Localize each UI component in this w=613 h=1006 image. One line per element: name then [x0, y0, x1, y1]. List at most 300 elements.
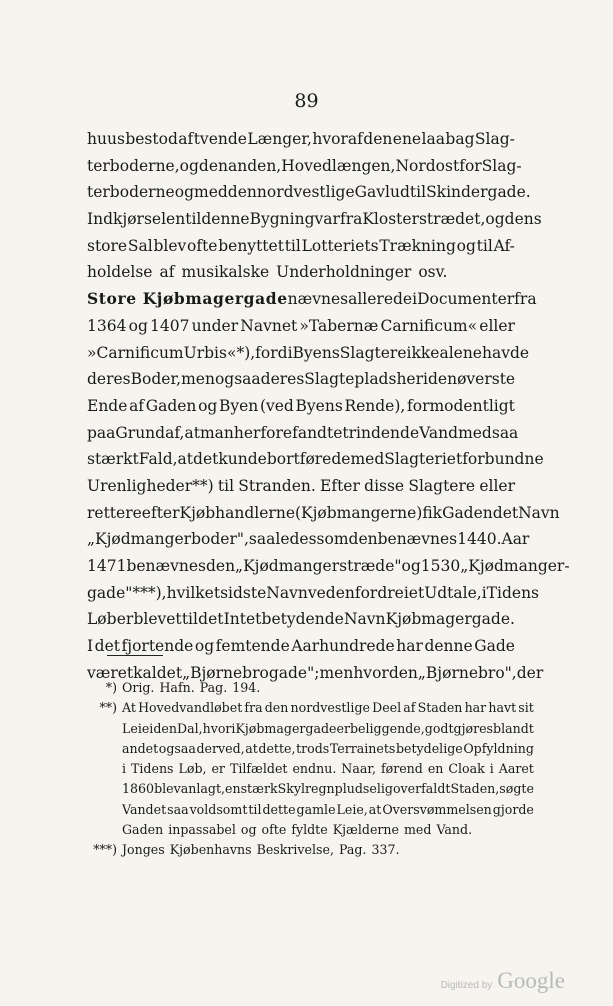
word: Slag- [474, 130, 515, 148]
word: Kjælderne [332, 822, 399, 838]
word: nordvestlige [290, 700, 370, 716]
footnote-divider [107, 655, 163, 656]
word: det [94, 637, 120, 656]
word: allerede [348, 290, 413, 309]
footnote-marker: *) [105, 680, 117, 695]
word: Af- [493, 236, 515, 255]
word: Vandet [122, 801, 167, 817]
footnote [77, 678, 517, 698]
word: har [464, 700, 487, 716]
word: førend [380, 761, 423, 777]
word: Hovedlængen, [281, 156, 396, 175]
word: Skindergade. [426, 183, 531, 202]
word: Kjøbmagergade [235, 720, 337, 736]
word: Staden, [450, 781, 500, 797]
word: dens [504, 210, 542, 229]
word: alene [439, 343, 482, 362]
word: *), [236, 343, 256, 362]
word: i [489, 761, 494, 777]
word: og [485, 210, 505, 229]
word: fra [514, 290, 537, 309]
word: Pag. [338, 842, 367, 858]
word: som [316, 530, 349, 549]
word: 1407 [150, 316, 190, 335]
word: ogsaa [214, 370, 261, 389]
word: blevet [133, 610, 182, 629]
word: den [348, 530, 378, 549]
word: (Kjøbmangerne) [295, 503, 423, 522]
word: At [122, 700, 136, 716]
word: Orig. [122, 680, 155, 695]
word: dette, [258, 740, 296, 756]
word: Grund [115, 423, 166, 442]
word: 1471 [87, 557, 127, 575]
word: Stranden. [238, 476, 316, 495]
footnote-line [122, 698, 534, 718]
word: har [396, 637, 423, 656]
word: „Kjødmangerboder", [87, 530, 249, 549]
word: Slagtere [408, 476, 476, 495]
word: Løb, [178, 761, 207, 777]
word: Cloak [448, 761, 485, 777]
word: Hovedvandløbet [138, 700, 243, 716]
word: benyttet [218, 236, 284, 255]
word: »Carnificum [87, 343, 184, 362]
word: paa [87, 423, 116, 442]
word: Bygning [249, 210, 315, 229]
word: fordreiet [354, 583, 425, 602]
word: og [179, 156, 199, 175]
word: og [456, 236, 476, 255]
word: hvoraf [312, 130, 363, 148]
word: er [336, 720, 350, 736]
word: Gaden [145, 396, 197, 415]
word: Oversvømmelsen [382, 801, 492, 817]
word: en [335, 583, 355, 602]
word: at [245, 740, 258, 756]
word: og [240, 822, 257, 838]
word: sit [518, 700, 534, 716]
word: at [177, 450, 194, 469]
word: af [403, 700, 416, 716]
word: Beskrivelse, [256, 842, 334, 858]
word: til [248, 801, 262, 817]
word: søgte [499, 781, 534, 797]
word: Tidens [131, 761, 174, 777]
word: og [401, 557, 421, 575]
word: Hafn. [159, 680, 195, 695]
footnotes [77, 678, 534, 861]
word: voldsomt [189, 801, 248, 817]
word: godtgjøres [424, 720, 494, 736]
word: »Tabernæ [299, 316, 379, 335]
word: kaldet [133, 663, 183, 682]
word: ved [307, 583, 336, 602]
word: blev [153, 236, 187, 255]
text-line [87, 393, 515, 420]
word: Store Kjøbmagergade [87, 289, 288, 309]
word: man [199, 423, 234, 442]
footnote-line [122, 759, 534, 779]
word: inpassabel [168, 822, 236, 838]
word: „Kjødmangerstræde" [235, 557, 402, 575]
word: 194. [232, 680, 261, 695]
word: i [481, 583, 487, 602]
word: ofte [187, 236, 218, 255]
word: saa [167, 801, 189, 817]
word: Tidens [486, 583, 539, 602]
word: fjortende [121, 637, 194, 656]
word: benævnes [126, 557, 206, 575]
word: forefandt [260, 423, 334, 442]
footnote-line [122, 800, 534, 820]
word: sidste [220, 583, 267, 602]
text-line [87, 420, 519, 447]
word: Pag. [199, 680, 228, 695]
word: Tilfældet [229, 761, 288, 777]
text-line [87, 553, 570, 580]
word: andet [122, 740, 159, 756]
word: Klosterstrædet, [362, 210, 486, 229]
text-line [87, 580, 539, 607]
watermark-prefix: Digitized by [440, 980, 493, 991]
text-line [87, 500, 560, 527]
word: Aar [501, 530, 530, 549]
word: Indkjørselen [87, 210, 186, 229]
word: rindende [348, 423, 420, 442]
word: (ved [259, 396, 294, 415]
word: stærkt [87, 450, 139, 469]
word: Navn [518, 503, 560, 522]
word: Kjøbenhavns [169, 842, 252, 858]
word: Aarhundrede [291, 637, 395, 656]
word: fik [422, 503, 443, 522]
footnote-line [122, 719, 534, 739]
word: det [492, 503, 519, 522]
word: er [116, 610, 134, 629]
word: til [476, 236, 493, 255]
word: der [516, 663, 544, 682]
word: fra [339, 210, 363, 229]
word: store [87, 236, 128, 255]
word: eller [479, 316, 515, 335]
word: gamle [296, 801, 336, 817]
word: Vand. [436, 822, 473, 838]
word: derved, [196, 740, 245, 756]
text-line [87, 313, 515, 340]
word: Efter [320, 476, 360, 495]
word: holdelse [87, 263, 153, 282]
word: den [427, 370, 458, 389]
word: i [423, 370, 428, 389]
word: ud [390, 183, 410, 202]
word: Nordost [395, 156, 460, 175]
word: havde [481, 343, 530, 362]
word: den [264, 700, 289, 716]
word: Aaret [498, 761, 534, 777]
word: nordvestlige [256, 183, 355, 202]
word: var [314, 210, 340, 229]
word: endnu. [292, 761, 337, 777]
word: Slagteplads [304, 370, 397, 389]
word: ene [392, 130, 422, 148]
word: med [403, 822, 432, 838]
word: osv. [418, 263, 448, 282]
word: Leie [122, 720, 150, 736]
word: Carnificum« [380, 316, 478, 335]
word: den [388, 663, 418, 682]
word: under [191, 316, 239, 335]
text-line [87, 153, 522, 180]
word: 1440. [457, 530, 502, 549]
text-line [87, 340, 530, 367]
word: huus [87, 130, 125, 148]
word: bortføre [266, 450, 332, 469]
word: men [181, 370, 215, 389]
word: efter [141, 503, 180, 522]
word: Rende), [344, 396, 406, 415]
word: Byens [292, 343, 340, 362]
digitized-watermark [441, 968, 565, 994]
word: Byens [295, 396, 343, 415]
text-line [87, 606, 515, 633]
text-line [87, 126, 515, 153]
word: her [396, 370, 424, 389]
word: Terrainets [329, 740, 396, 756]
word: eller [479, 476, 515, 495]
word: Løb [87, 610, 117, 629]
word: af [129, 396, 145, 415]
word: Kjøbmagergade. [385, 610, 515, 629]
word: det [198, 610, 224, 629]
word: stærk [240, 781, 278, 797]
word: til [185, 210, 202, 229]
word: Lotteriets [301, 236, 379, 255]
word: Urbis« [183, 343, 237, 362]
word: Slagtere [339, 343, 407, 362]
footnote-line [122, 739, 534, 759]
word: Trækning [379, 236, 456, 255]
word: fyldte [291, 822, 328, 838]
page-number: 89 [294, 90, 319, 112]
word: dette [262, 801, 296, 817]
word: til [284, 236, 301, 255]
main-text [87, 126, 570, 686]
footnote-marker: **) [99, 700, 117, 716]
word: hvori [202, 720, 236, 736]
footnote-line [122, 840, 517, 860]
word: deres [87, 370, 131, 389]
word: betydende [261, 610, 344, 629]
word: 1364 [87, 316, 127, 335]
word: saaledes [248, 530, 317, 549]
word: i [412, 290, 418, 309]
word: blev [154, 781, 181, 797]
word: Udtale, [424, 583, 482, 602]
google-logo: Google [497, 968, 565, 993]
word: med [350, 450, 385, 469]
word: Gavl [354, 183, 390, 202]
word: beliggende, [349, 720, 425, 736]
word: fra [244, 700, 263, 716]
word: ogsaa [158, 740, 196, 756]
word: hvor [353, 663, 389, 682]
word: trods [296, 740, 330, 756]
word: tvende [193, 130, 247, 148]
word: blandt [493, 720, 534, 736]
word: Slag- [481, 156, 522, 175]
word: Gaden [122, 822, 164, 838]
text-line [87, 206, 542, 233]
word: 1530 [420, 557, 461, 575]
word: benævnes [377, 530, 458, 549]
word: denne [424, 637, 473, 656]
word: for [459, 156, 482, 175]
word: terboderne, [87, 156, 180, 175]
word: Navnet [240, 316, 298, 335]
word: Vand [419, 423, 459, 442]
word: Urenligheder**) [87, 476, 214, 495]
word: de [331, 450, 351, 469]
word: med [458, 423, 492, 442]
word: til [217, 476, 235, 495]
word: rettere [87, 503, 142, 522]
word: Naar, [341, 761, 376, 777]
word: af, [165, 423, 185, 442]
word: 1860 [122, 781, 155, 797]
word: betydelige [395, 740, 463, 756]
word: Deel [372, 700, 402, 716]
word: Navn [266, 583, 308, 602]
word: øverste [457, 370, 516, 389]
word: Underholdninger [276, 263, 412, 282]
word: den [363, 130, 393, 148]
word: terboderne [87, 183, 175, 202]
word: „Bjørnebrogade"; [182, 663, 320, 682]
word: her [233, 423, 261, 442]
word: Kjøbhandlerne [179, 503, 295, 522]
word: at [184, 423, 200, 442]
word: gade"***), [87, 583, 167, 602]
word: overfaldt [392, 781, 451, 797]
word: den [227, 183, 257, 202]
word: disse [364, 476, 405, 495]
word: forbundne [462, 450, 544, 469]
word: af [178, 130, 194, 148]
word: Jonges [122, 842, 165, 858]
word: kunde [218, 450, 267, 469]
word: I [87, 637, 94, 656]
word: laa [421, 130, 445, 148]
text-line [87, 286, 537, 313]
word: Dal, [176, 720, 203, 736]
word: ofte [261, 822, 287, 838]
word: af [159, 263, 175, 282]
word: Opfyldning [463, 740, 534, 756]
word: Staden [417, 700, 463, 716]
word: Byen [218, 396, 259, 415]
footnote-line [122, 820, 534, 840]
word: denne [201, 210, 250, 229]
word: havt [488, 700, 517, 716]
footnote [77, 698, 534, 840]
word: anden, [228, 156, 282, 175]
footnote-line [122, 678, 517, 698]
word: Skylregn [277, 781, 335, 797]
word: den [198, 156, 228, 175]
word: „Kjødmanger- [460, 557, 570, 575]
word: og [194, 637, 215, 656]
word: Sal [127, 236, 153, 255]
word: Intet [223, 610, 262, 629]
word: og [174, 183, 194, 202]
word: 337. [371, 842, 400, 858]
word: bestod [125, 130, 178, 148]
text-line [87, 526, 530, 553]
word: det [193, 450, 219, 469]
word: i [122, 761, 127, 777]
word: formodentligt [407, 396, 515, 415]
word: den [153, 720, 177, 736]
word: og [128, 316, 148, 335]
word: gjorde [492, 801, 534, 817]
word: Boder, [130, 370, 182, 389]
word: nævnes [287, 290, 349, 309]
word: Slagteriet [384, 450, 463, 469]
word: Længer, [247, 130, 312, 148]
word: femtende [215, 637, 290, 656]
word: og [198, 396, 218, 415]
word: Ende [87, 396, 128, 415]
word: Leie, [336, 801, 368, 817]
word: en [225, 781, 241, 797]
word: Gade [474, 637, 515, 656]
word: at [368, 801, 382, 817]
word: en [427, 761, 444, 777]
word: ikke [406, 343, 440, 362]
word: til [181, 610, 198, 629]
word: pludselig [334, 781, 393, 797]
word: Gaden [442, 503, 493, 522]
text-line [87, 446, 544, 473]
word: til [409, 183, 427, 202]
word: saa [491, 423, 519, 442]
text-line [87, 366, 515, 393]
word: den [205, 557, 236, 575]
word: musikalske [181, 263, 270, 282]
footnote [77, 840, 517, 860]
text-line [87, 179, 531, 206]
word: deres [260, 370, 305, 389]
word: i [149, 720, 154, 736]
word: et [333, 423, 349, 442]
text-line [87, 259, 515, 286]
footnote-line [122, 779, 534, 799]
word: været [87, 663, 134, 682]
word: Documenter [417, 290, 515, 309]
text-line [87, 473, 515, 500]
word: Fald, [138, 450, 178, 469]
word: Navn [343, 610, 386, 629]
word: med [194, 183, 228, 202]
footnote-marker: ***) [93, 842, 117, 858]
word: er [211, 761, 225, 777]
word: anlagt, [180, 781, 226, 797]
text-line [87, 233, 515, 260]
word: fordi [255, 343, 293, 362]
word: hvilket [166, 583, 221, 602]
word: men [319, 663, 354, 682]
